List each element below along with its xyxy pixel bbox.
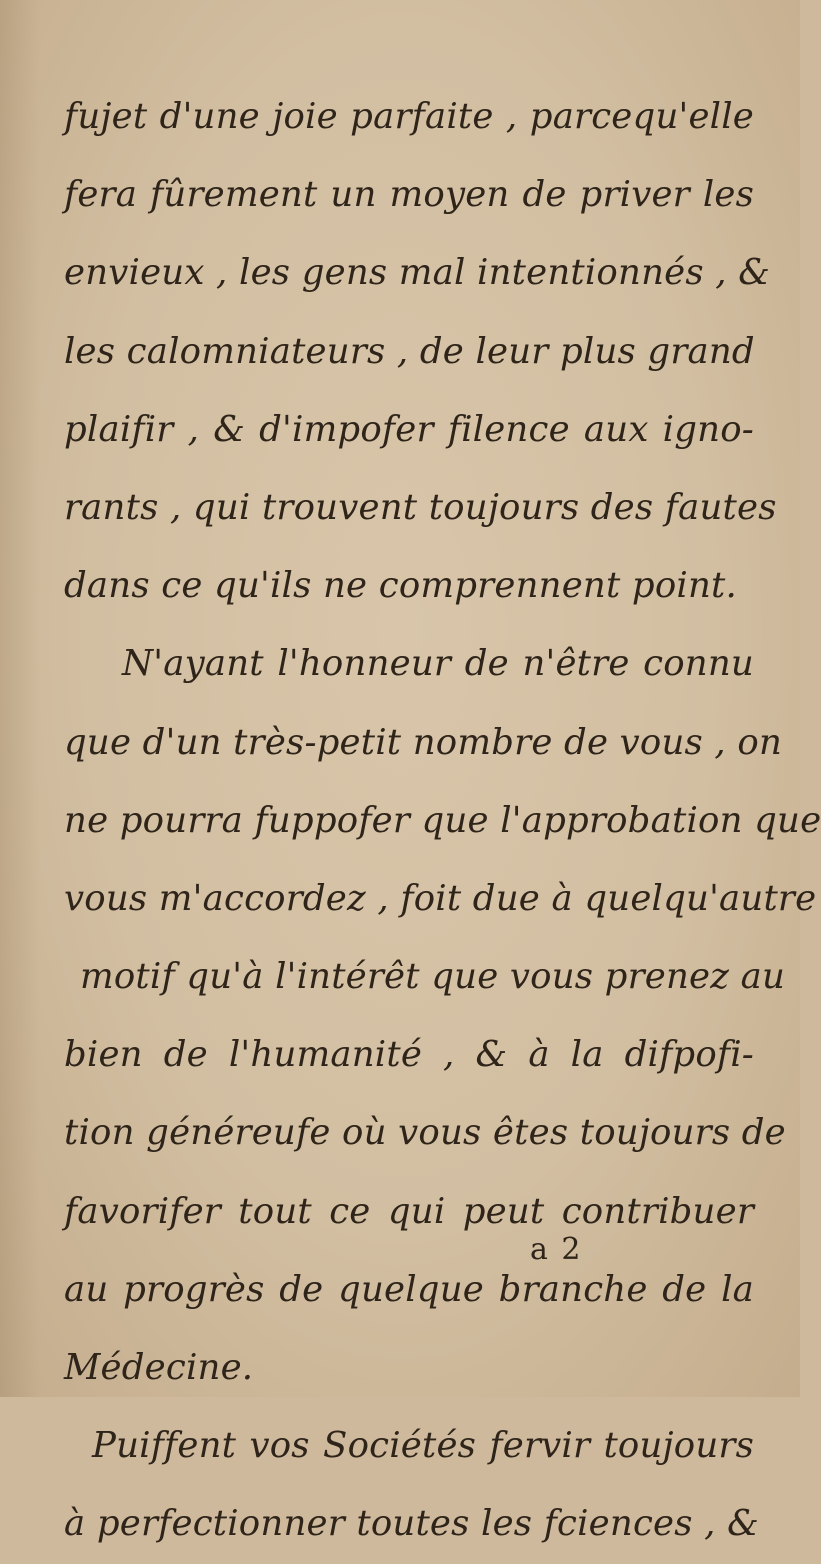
text-line-10: ne pourra fuppofer que l'approbation que — [64, 799, 821, 841]
text-line-4: les calomniateurs , de leur plus grand — [64, 330, 755, 372]
signature-mark: a 2 — [530, 1232, 583, 1267]
text-line-5: plaifir , & d'impofer filence aux igno- — [64, 408, 754, 450]
text-line-2: fera fûrement un moyen de priver les — [64, 174, 754, 216]
text-line-9: que d'un très-petit nombre de vous , on — [64, 721, 783, 763]
text-line-18: Puiffent vos Sociétés fervir toujours — [92, 1425, 754, 1467]
text-line-15: favorifer tout ce qui peut contribuer — [64, 1190, 754, 1232]
text-line-11: vous m'accordez , foit due à quelqu'autre — [64, 877, 817, 919]
text-line-8: N'ayant l'honneur de n'être connu — [122, 643, 754, 685]
text-line-12: motif qu'à l'intérêt que vous prenez au — [80, 956, 786, 998]
text-line-17: Médecine. — [64, 1347, 254, 1388]
text-line-3: envieux , les gens mal intentionnés , & — [64, 252, 771, 294]
text-line-1: fujet d'une joie parfaite , parcequ'elle — [64, 96, 754, 137]
body-text — [64, 78, 821, 1564]
text-line-13: bien de l'humanité , & à la difpofi- — [64, 1034, 754, 1076]
text-line-19: à perfectionner toutes les fciences , & — [64, 1503, 759, 1545]
text-line-16: au progrès de quelque branche de la — [64, 1268, 754, 1310]
text-line-14: tion généreufe où vous êtes toujours de — [64, 1112, 786, 1154]
page-edge-shadow — [0, 0, 40, 1397]
text-line-6: rants , qui trouvent toujours des fautes — [64, 486, 777, 528]
text-line-7: dans ce qu'ils ne comprennent point. — [64, 565, 737, 607]
